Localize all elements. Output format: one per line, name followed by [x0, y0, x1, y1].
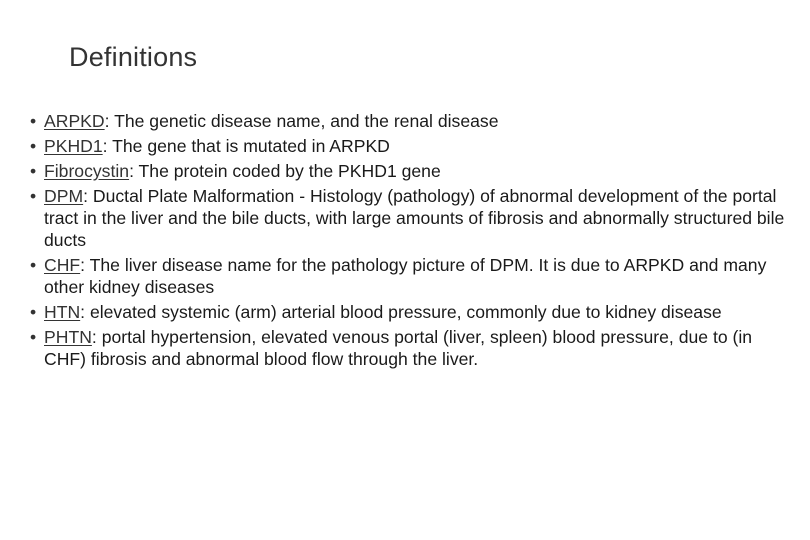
- slide-title: Definitions: [69, 42, 198, 72]
- definition-term[interactable]: ARPKD: [44, 111, 105, 131]
- definition-term[interactable]: PHTN: [44, 327, 92, 347]
- bullet-point: •: [30, 111, 37, 131]
- definition-item-phtn: [30, 326, 790, 370]
- definition-separator: :: [129, 161, 139, 181]
- bullet-point: •: [30, 186, 37, 206]
- definitions-list: [30, 110, 790, 370]
- definition-text: The protein coded by the PKHD1 gene: [138, 161, 441, 181]
- definition-separator: :: [91, 327, 102, 347]
- definition-item-chf: [30, 254, 790, 298]
- definition-separator: :: [83, 186, 93, 206]
- definition-term[interactable]: DPM: [44, 186, 84, 206]
- definition-term[interactable]: CHF: [44, 255, 81, 275]
- bullet-point: •: [30, 302, 37, 322]
- definition-separator: :: [80, 302, 90, 322]
- definition-item-dpm: [30, 185, 790, 251]
- definition-text: The liver disease name for the pathology picture of DPM. It is due to ARPKD and many other kidney diseases: [44, 255, 767, 297]
- bullet-point: •: [30, 161, 37, 181]
- definition-term[interactable]: Fibrocystin: [44, 161, 130, 181]
- definition-item-fibrocystin: [30, 160, 790, 182]
- definition-separator: :: [102, 136, 113, 156]
- bullet-point: •: [30, 136, 37, 156]
- definition-term[interactable]: HTN: [44, 302, 81, 322]
- definition-text: The gene that is mutated in ARPKD: [112, 136, 390, 156]
- definition-item-htn: [30, 301, 790, 323]
- definition-text: elevated systemic (arm) arterial blood pressure, commonly due to kidney disease: [89, 302, 722, 322]
- definition-text: The genetic disease name, and the renal disease: [114, 111, 499, 131]
- definition-separator: :: [104, 111, 115, 131]
- bullet-point: •: [30, 327, 37, 347]
- definition-separator: :: [80, 255, 90, 275]
- definition-text: Ductal Plate Malformation - Histology (pathology) of abnormal development of the portal tract in the liver and the bile ducts, with large amounts of fibrosis and abnormally structured bile ducts: [44, 186, 785, 250]
- definition-item-arpkd: [30, 110, 790, 132]
- definition-item-pkhd1: [30, 135, 790, 157]
- bullet-point: •: [30, 255, 37, 275]
- definition-text: portal hypertension, elevated venous portal (liver, spleen) blood pressure, due to (in CHF) fibrosis and abnormal blood flow through the liver.: [44, 327, 753, 369]
- definition-term[interactable]: PKHD1: [44, 136, 103, 156]
